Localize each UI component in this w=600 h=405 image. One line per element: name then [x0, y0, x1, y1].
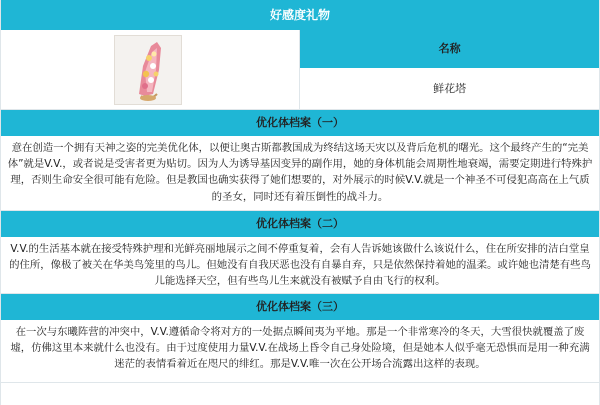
profile-header-2: 优化体档案（二） [1, 211, 599, 237]
profile-text-2: V.V.的生活基本就在接受特殊护理和光鲜亮丽地展示之间不停重复着，会有人告诉她该做什么该说什么，住在所安排的洁白堂皇的住所，像极了被关在华美鸟笼里的鸟儿。但她没有自我厌恶也没有自暴自弃，只是依然保持着她的温柔。或许她也清楚有些鸟儿能选择天空，但有些鸟儿生来就没有被赋予自由飞行的权利。 [1, 237, 599, 294]
flower-tower-icon [114, 35, 182, 105]
profile-header-3: 优化体档案（三） [1, 294, 599, 320]
gift-name-value: 鲜花塔 [433, 82, 467, 95]
page-title: 好感度礼物 [1, 0, 599, 30]
profile-header-1: 优化体档案（一） [1, 110, 599, 136]
profile-text-3: 在一次与东曦阵营的冲突中，V.V.遵循命令将对方的一处据点瞬间夷为平地。那是一个非常寒冷的冬天，大雪很快就覆盖了废墟，仿佛这里本来就什么也没有。由于过度使用力量V.V.在战场上昏令自己身处险境，但是她本人似乎毫无恐惧而是用一种充满迷茫的表情看着近在咫尺的绯红。那是V.V.唯一次在公开场合流露出这样的表现。 [1, 320, 599, 383]
profile-text-1: 意在创造一个拥有天神之姿的完美优化体，以便让奥古斯都教国成为终结这场天灾以及背后危机的曙光。这个最终产生的“完美体”就是V.V.，或者说是受害者更为贴切。因为人为诱导基因变异的副作用，她的身体机能会周期性地衰竭，需要定期进行特殊护理，否则生命安全很可能有危险。但是教国也确实获得了她们想要的，对外展示的时候V.V.就是一个神圣不可侵犯高高在上气质的圣女，同时还有着压倒性的战斗力。 [1, 136, 599, 211]
gift-summary-row [1, 30, 599, 110]
name-header: 名称 [300, 30, 599, 68]
gift-image-cell [1, 30, 300, 110]
gift-name-cell [300, 30, 599, 109]
